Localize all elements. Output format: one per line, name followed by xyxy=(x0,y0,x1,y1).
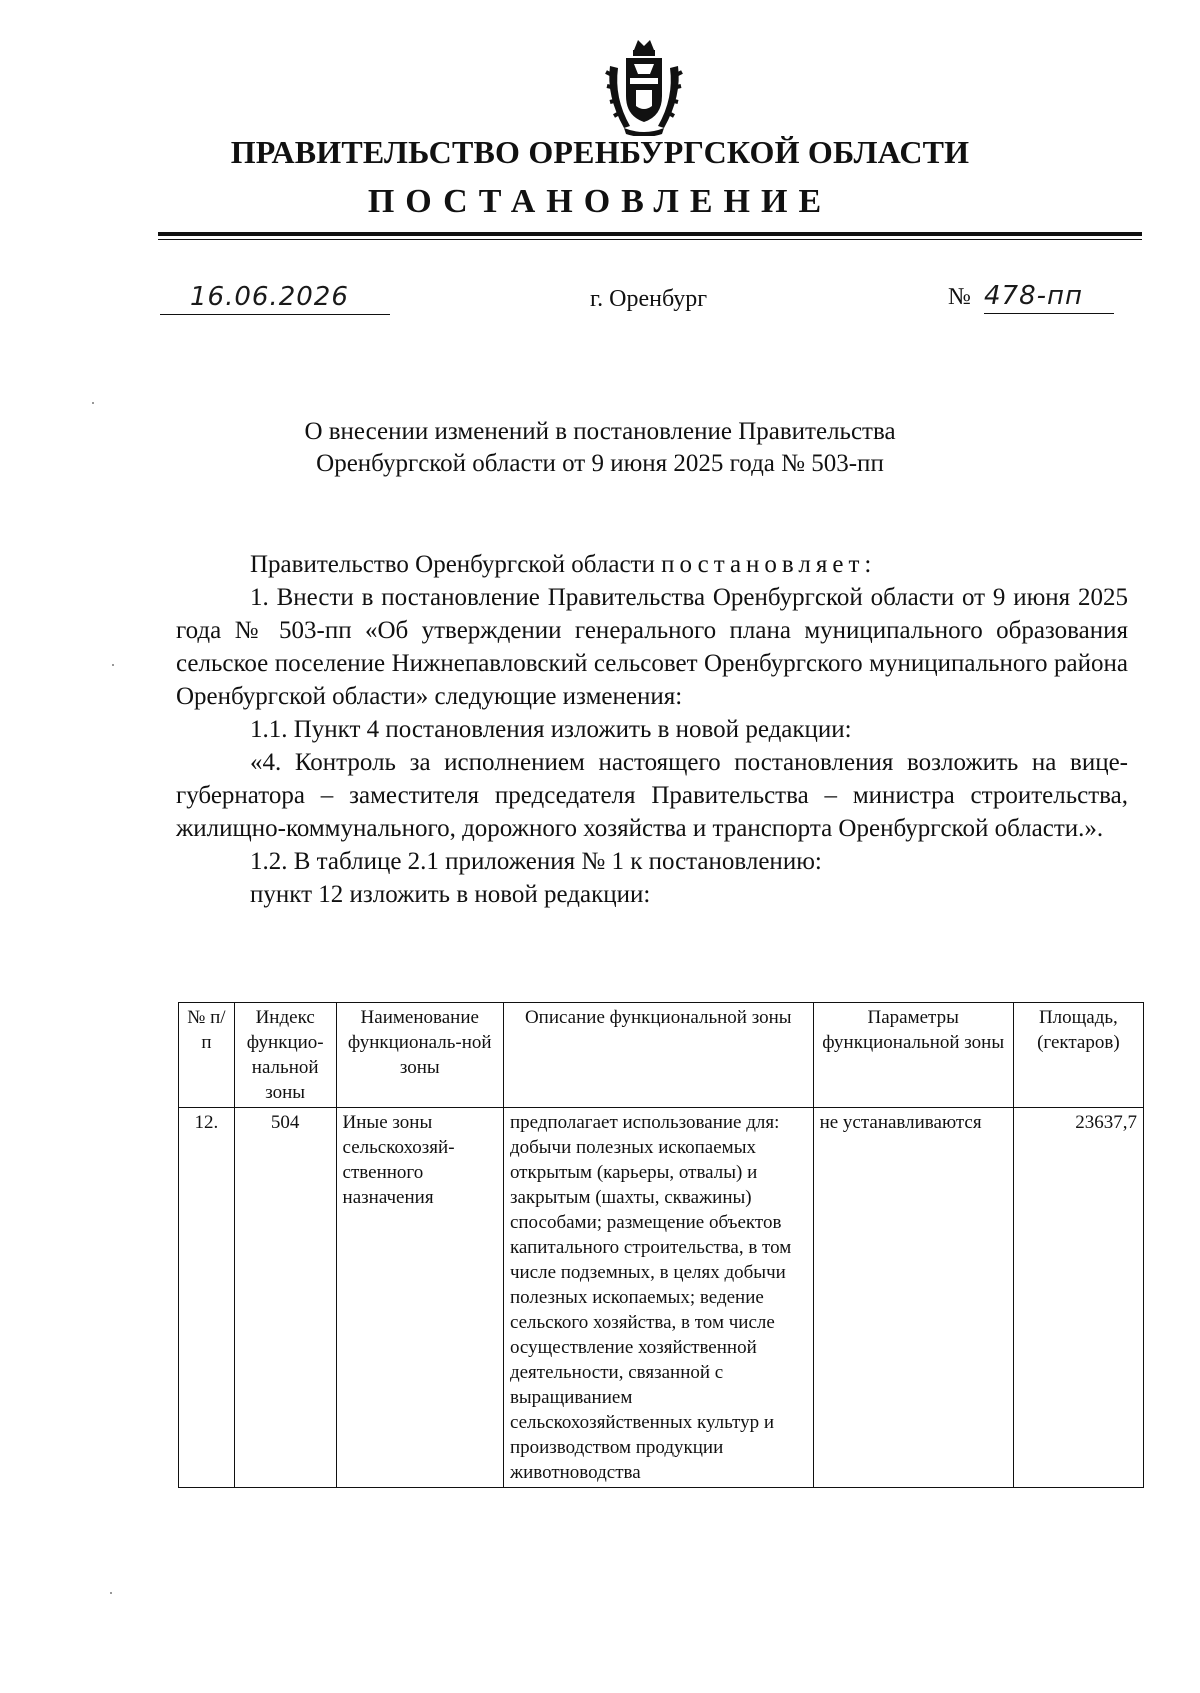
document-body xyxy=(176,548,1128,911)
preamble xyxy=(176,548,1128,581)
cell-area: 23637,7 xyxy=(1013,1108,1143,1488)
document-city: г. Оренбург xyxy=(590,286,708,312)
cell-zone-name: Иные зоны сельскохозяй-ственного назначения xyxy=(336,1108,503,1488)
scan-speck xyxy=(92,402,94,404)
coat-of-arms-emblem xyxy=(604,36,684,136)
functional-zones-table xyxy=(178,1002,1144,1488)
number-sign: № xyxy=(948,284,971,310)
document-subject xyxy=(0,416,1200,480)
organization-title: ПРАВИТЕЛЬСТВО ОРЕНБУРГСКОЙ ОБЛАСТИ xyxy=(230,134,970,170)
table-row xyxy=(179,1108,1144,1488)
subject-line-1: О внесении изменений в постановление Правительства xyxy=(304,418,896,445)
cell-zone-description: предполагает использование для: добычи полезных ископаемых открытым (карьеры, отвалы) и закрытым (шахты, скважины) способами; размещение объектов капитального строительства, в том числе подземных, в целях добычи полезных ископаемых; ведение сельского хозяйства, в том числе осуществление хозяйственной деятельности, связанной с выращиванием сельскохозяйственных культур и производством продукции животноводства xyxy=(503,1108,813,1488)
header-area: Площадь, (гектаров) xyxy=(1013,1003,1143,1108)
scan-speck xyxy=(110,1592,112,1594)
header-zone-index: Индекс функцио-нальной зоны xyxy=(234,1003,336,1108)
cell-zone-index: 504 xyxy=(234,1108,336,1488)
header-number: № п/п xyxy=(179,1003,235,1108)
item-1-2: 1.2. В таблице 2.1 приложения № 1 к постановлению: xyxy=(250,848,822,875)
header-zone-name: Наименование функциональ-ной зоны xyxy=(336,1003,503,1108)
preamble-text: Правительство Оренбургской области xyxy=(250,551,662,578)
subject-line-2: Оренбургской области от 9 июня 2025 года № 503-пп xyxy=(316,450,884,477)
item-1-1: 1.1. Пункт 4 постановления изложить в новой редакции: xyxy=(250,716,852,743)
header-zone-parameters: Параметры функциональной зоны xyxy=(813,1003,1013,1108)
header-zone-description: Описание функциональной зоны xyxy=(503,1003,813,1108)
header-divider-thick xyxy=(158,232,1142,236)
table-header-row xyxy=(179,1003,1144,1108)
item-4-quote: «4. Контроль за исполнением настоящего постановления возложить на вице-губернатора – заместителя председателя Правительства – министра строительства, жилищно-коммунального, дорожного хозяйства и транспорта Оренбургской области.». xyxy=(176,749,1128,842)
document-date: 16.06.2026 xyxy=(190,282,349,312)
cell-number: 12. xyxy=(179,1108,235,1488)
scan-speck xyxy=(112,664,114,666)
cell-zone-parameters: не устанавливаются xyxy=(813,1108,1013,1488)
preamble-verb: постановляет: xyxy=(661,551,877,578)
item-1: 1. Внести в постановление Правительства Оренбургской области от 9 июня 2025 года № 503-пп «Об утверждении генерального плана муниципального образования сельское поселение Нижнепавловский сельсовет Оренбургского муниципального района Оренбургской области» следующие изменения: xyxy=(176,584,1128,710)
header-divider-thin xyxy=(158,239,1142,240)
item-1-2-continuation: пункт 12 изложить в новой редакции: xyxy=(250,881,651,908)
document-type-heading: ПОСТАНОВЛЕНИЕ xyxy=(367,183,833,220)
document-number: 478-пп xyxy=(984,281,1114,314)
